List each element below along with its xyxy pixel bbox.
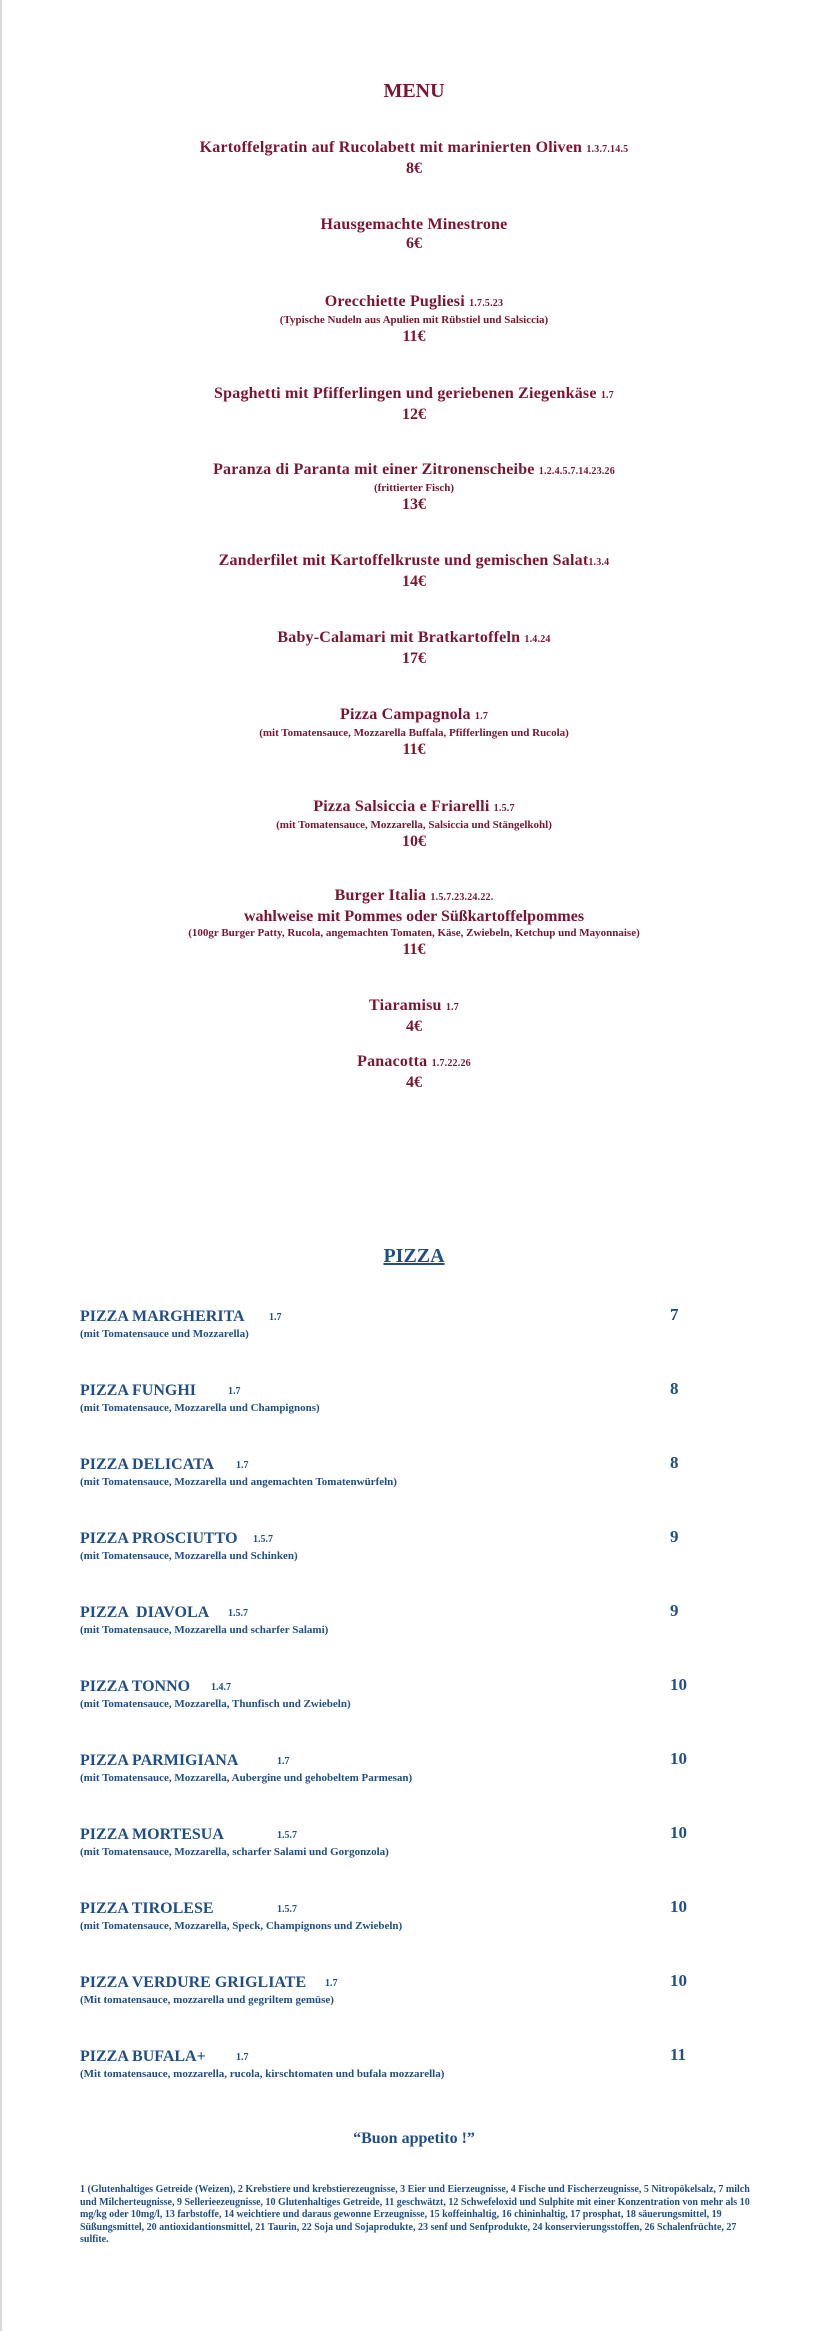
dish-name: Baby-Calamari mit Bratkartoffeln [277,629,525,646]
dish-name: Spaghetti mit Pfifferlingen und geriebenen Ziegenkäse [214,385,601,402]
menu-item-description: (Typische Nudeln aus Apulien mit Rübstiel und Salsiccia) [279,314,549,326]
dish-name: Zanderfilet mit Kartoffelkruste und gemischen Salat [218,552,589,569]
pizza-item-prosciutto [80,1529,720,1563]
menu-item-name [0,460,828,481]
menu-item-spaghetti [0,384,828,425]
pizza-item-delicata [80,1455,720,1489]
dish-name: Hausgemachte Minestrone [320,216,508,233]
menu-item-name [0,797,828,818]
pizza-description: (mit Tomatensauce, Mozzarella, Thunfisch und Zwiebeln) [80,1698,351,1710]
dish-name: Kartoffelgratin auf Rucolabett mit marinierten Oliven [199,139,587,156]
pizza-name: PIZZA VERDURE GRIGLIATE [80,1974,307,1991]
pizza-description: (Mit tomatensauce, mozzarella und gegriltem gemüse) [80,1994,334,2006]
allergen-codes: 1.7 [236,1460,249,1471]
allergen-codes: 1.7 [269,1312,282,1323]
pizza-item-parmigiana [80,1751,720,1785]
menu-item-description: (mit Tomatensauce, Mozzarella Buffala, Pfifferlingen und Rucola) [259,727,569,739]
pizza-name: PIZZA PARMIGIANA [80,1752,239,1769]
pizza-item-mortesua [80,1825,720,1859]
pizza-description: (mit Tomatensauce, Mozzarella, Aubergine und gehobeltem Parmesan) [80,1772,413,1784]
allergen-codes: 1.5.7 [277,1904,297,1915]
allergen-codes: 1.3.4 [588,557,610,568]
menu-item-price: 8€ [406,160,422,177]
pizza-price: 10 [670,1749,687,1768]
menu-item-name [0,215,828,234]
closing-greeting: “Buon appetito !” [353,2130,475,2147]
menu-item-zanderfilet [0,551,828,592]
menu-item-price: 17€ [402,650,426,667]
menu-item-name [0,292,828,313]
allergen-codes: 1.7 [236,2052,249,2063]
menu-item-price: 11€ [402,741,426,758]
menu-item-panacotta [0,1052,828,1093]
dish-name: Panacotta [357,1053,432,1070]
dish-name: Pizza Salsiccia e Friarelli [313,798,494,815]
pizza-name: PIZZA PROSCIUTTO [80,1530,238,1547]
pizza-description: (mit Tomatensauce, Mozzarella und angemachten Tomatenwürfeln) [80,1476,397,1488]
pizza-name: PIZZA BUFALA+ [80,2048,206,2065]
menu-item-price: 11€ [402,328,426,345]
pizza-name: PIZZA FUNGHI [80,1382,197,1399]
pizza-description: (mit Tomatensauce, Mozzarella und Champignons) [80,1402,320,1414]
pizza-name: PIZZA MARGHERITA [80,1308,245,1325]
menu-item-name [0,996,828,1017]
pizza-price: 10 [670,1675,687,1694]
allergen-codes: 1.7 [277,1756,290,1767]
pizza-description: (mit Tomatensauce, Mozzarella und Schinken) [80,1550,298,1562]
pizza-description: (Mit tomatensauce, mozzarella, rucola, kirschtomaten und bufala mozzarella) [80,2068,445,2080]
menu-item-minestrone [0,215,828,254]
menu-item-price: 14€ [402,573,426,590]
allergen-codes: 1.7 [474,711,489,722]
pizza-section-title: PIZZA [383,1245,445,1267]
pizza-item-tirolese [80,1899,720,1933]
allergen-codes: 1.5.7 [277,1830,297,1841]
menu-item-name [0,138,828,159]
allergen-codes: 1.7 [600,390,614,401]
allergen-footnote: 1 (Glutenhaltiges Getreide (Weizen), 2 Krebstiere und krebstierezeugnisse, 3 Eier und Eierzeugnisse, 4 Fische und Fischerzeugnisse, 5 Nitropökelsalz, 7 milch und Milcherteugnisse, 9 Sellerieezeugnisse, 10 Glutenhaltiges Getreide, 11 geschwätzt, 12 Schwefeloxid und Sulphite mit einer Konzentration von mehr als 10 mg/kg oder 10mg/l, 13 farbstoffe, 14 weichtiere und daraus gewonne Erzeugnisse, 15 koffeinhaltig, 16 chininhaltig, 17 prosphat, 18 säuerungsmittel, 19 Süßungsmittel, 20 antioxidantionsmittel, 21 Taurin, 22 Soja und Sojaprodukte, 23 senf und Senfprodukte, 24 konservierungsstoffen, 26 Schalenfrüchte, 27 sulfite. [80,2184,750,2245]
menu-item-name [0,886,828,907]
dish-name: Orecchiette Pugliesi [324,293,470,310]
menu-item-burger-italia [0,886,828,960]
allergen-codes: 1.2.4.5.7.14.23.26 [538,466,615,477]
menu-item-name [0,1052,828,1073]
menu-item-calamari [0,628,828,669]
allergen-codes: 1.5.7.23.24.22. [430,892,494,903]
pizza-price: 8 [670,1379,679,1398]
menu-item-description: (frittierter Fisch) [373,482,455,494]
pizza-price: 7 [670,1305,679,1324]
pizza-price: 8 [670,1453,679,1472]
pizza-item-margherita [80,1307,720,1341]
menu-item-tiramisu [0,996,828,1037]
menu-item-price: 4€ [406,1018,422,1035]
pizza-price: 11 [670,2045,687,2064]
pizza-description: (mit Tomatensauce und Mozzarella) [80,1328,249,1340]
pizza-item-bufala [80,2047,720,2081]
menu-title: MENU [383,80,445,102]
menu-item-description: (100gr Burger Patty, Rucola, angemachten Tomaten, Käse, Zwiebeln, Ketchup und Mayonnaise) [188,927,640,939]
allergen-codes: 1.4.7 [211,1682,231,1693]
menu-item-pizza-salsiccia [0,797,828,852]
menu-item-kartoffelgratin [0,138,828,179]
pizza-name: PIZZA DIAVOLA [80,1604,210,1621]
dish-name: Tiaramisu [369,997,446,1014]
pizza-name: PIZZA TIROLESE [80,1900,214,1917]
pizza-price: 10 [670,1897,687,1916]
allergen-codes: 1.7.22.26 [431,1058,471,1069]
pizza-price: 9 [670,1527,679,1546]
allergen-codes: 1.7 [325,1978,338,1989]
allergen-codes: 1.5.7 [253,1534,273,1545]
allergen-codes: 1.7 [228,1386,241,1397]
pizza-item-funghi [80,1381,720,1415]
dish-name: Burger Italia [334,887,431,904]
allergen-codes: 1.3.7.14.5 [586,144,629,155]
allergen-codes: 1.7 [445,1002,459,1013]
menu-item-name [0,551,828,572]
menu-item-description: (mit Tomatensauce, Mozzarella, Salsiccia und Stängelkohl) [276,819,552,831]
menu-item-price: 4€ [406,1074,422,1091]
pizza-price: 9 [670,1601,679,1620]
menu-item-pizza-campagnola [0,705,828,760]
pizza-name: PIZZA DELICATA [80,1456,215,1473]
allergen-codes: 1.5.7 [228,1608,248,1619]
menu-item-price: 6€ [406,235,422,252]
menu-item-paranza [0,460,828,515]
menu-item-price: 10€ [402,833,426,850]
pizza-name: PIZZA TONNO [80,1678,191,1695]
menu-item-orecchiette [0,292,828,347]
allergen-codes: 1.4.24 [524,634,551,645]
menu-item-name [0,628,828,649]
menu-item-price: 11€ [402,941,426,958]
menu-item-name [0,705,828,726]
pizza-description: (mit Tomatensauce, Mozzarella, scharfer Salami und Gorgonzola) [80,1846,389,1858]
pizza-price: 10 [670,1971,687,1990]
menu-item-price: 12€ [402,406,426,423]
menu-item-subline: wahlweise mit Pommes oder Süßkartoffelpommes [243,908,585,925]
pizza-name: PIZZA MORTESUA [80,1826,224,1843]
pizza-item-verdure-grigliate [80,1973,720,2007]
pizza-item-tonno [80,1677,720,1711]
pizza-description: (mit Tomatensauce, Mozzarella und scharfer Salami) [80,1624,329,1636]
pizza-price: 10 [670,1823,687,1842]
pizza-description: (mit Tomatensauce, Mozzarella, Speck, Champignons und Zwiebeln) [80,1920,403,1932]
allergen-codes: 1.7.5.23 [469,298,504,309]
pizza-item-diavola [80,1603,720,1637]
allergen-codes: 1.5.7 [493,803,515,814]
menu-item-price: 13€ [402,496,426,513]
dish-name: Paranza di Paranta mit einer Zitronenscheibe [213,461,539,478]
page-left-border [0,0,2,2331]
menu-item-name [0,384,828,405]
dish-name: Pizza Campagnola [339,706,475,723]
